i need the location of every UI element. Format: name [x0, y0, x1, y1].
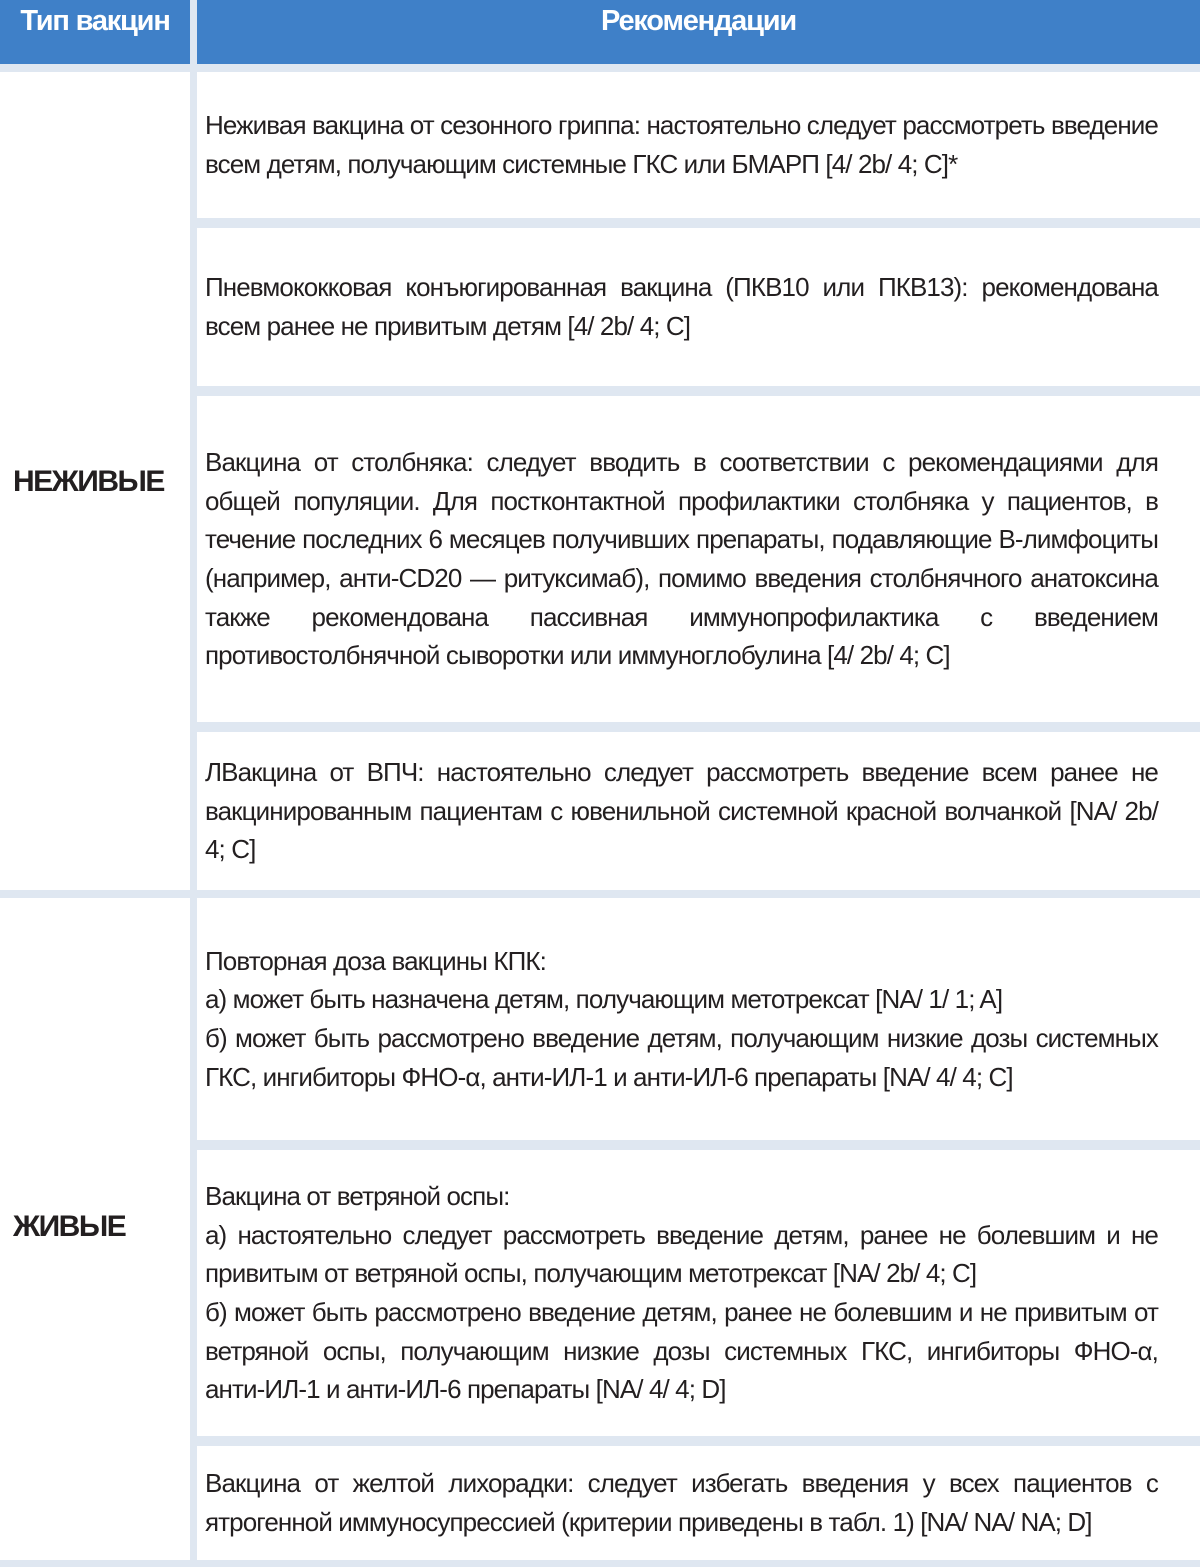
recommendation-row	[197, 732, 1200, 890]
recommendation-text: ЛВакцина от ВПЧ: настоятельно следует рассмотреть введение всем ранее не вакцинированным пациентам с ювенильной системной красной волчанкой [NA/ 2b/ 4; C]	[205, 757, 1158, 865]
type-label-live: ЖИВЫЕ	[13, 1210, 126, 1243]
recommendation-text: Неживая вакцина от сезонного гриппа: настоятельно следует рассмотреть введение всем детям, получающим системные ГКС или БМАРП [4/ 2b/ 4; C]*	[205, 110, 1158, 179]
type-label-inactivated: НЕЖИВЫЕ	[13, 465, 164, 498]
header-vaccine-type: Тип вакцин	[0, 0, 190, 64]
recommendation-text: Вакцина от столбняка: следует вводить в соответствии с рекомендациями для общей популяции. Для постконтактной профилактики столбняка у пациентов, в течение последних 6 месяцев получивших препараты, подавляющие В-лимфоциты (например, анти-CD20 — ритуксимаб), помимо введения столбнячного анатоксина также рекомендована пассивная иммунопрофилактика с введением противостолбнячной сыворотки или иммуноглобулина [4/ 2b/ 4; C]	[205, 447, 1158, 671]
recommendation-row	[197, 1150, 1200, 1436]
recommendation-row	[197, 1446, 1200, 1560]
recommendation-row	[197, 72, 1200, 218]
recommendation-text: Повторная доза вакцины КПК: а) может быть назначена детям, получающим метотрексат [NA/ 1/ 1; A] б) может быть рассмотрено введение детям, получающим низкие дозы системных ГКС, ингибиторы ФНО-α, анти-ИЛ-1 и анти-ИЛ-6 препараты [NA/ 4/ 4; C]	[205, 945, 1158, 1092]
type-cell-inactivated	[0, 72, 190, 890]
recommendation-text: Пневмококковая конъюгированная вакцина (ПКВ10 или ПКВ13): рекомендована всем ранее не привитым детям [4/ 2b/ 4; C]	[205, 272, 1158, 341]
recommendation-text: Вакцина от желтой лихорадки: следует избегать введения у всех пациентов с ятрогенной иммуносупрессией (критерии приведены в табл. 1) [NA/ NA/ NA; D]	[205, 1468, 1158, 1537]
type-cell-live	[0, 898, 190, 1560]
recommendation-row	[197, 228, 1200, 386]
recommendation-row	[197, 396, 1200, 722]
recommendation-row	[197, 898, 1200, 1140]
header-recommendations: Рекомендации	[197, 0, 1200, 64]
recommendation-text: Вакцина от ветряной оспы: а) настоятельно следует рассмотреть введение детям, ранее не болевшим и не привитым от ветряной оспы, получающим метотрексат [NA/ 2b/ 4; C] б) может быть рассмотрено введение детям, ранее не болевшим и не привитым от ветряной оспы, получающим низкие дозы системных ГКС, ингибиторы ФНО-α, анти-ИЛ-1 и анти-ИЛ-6 препараты [NA/ 4/ 4; D]	[205, 1181, 1158, 1405]
